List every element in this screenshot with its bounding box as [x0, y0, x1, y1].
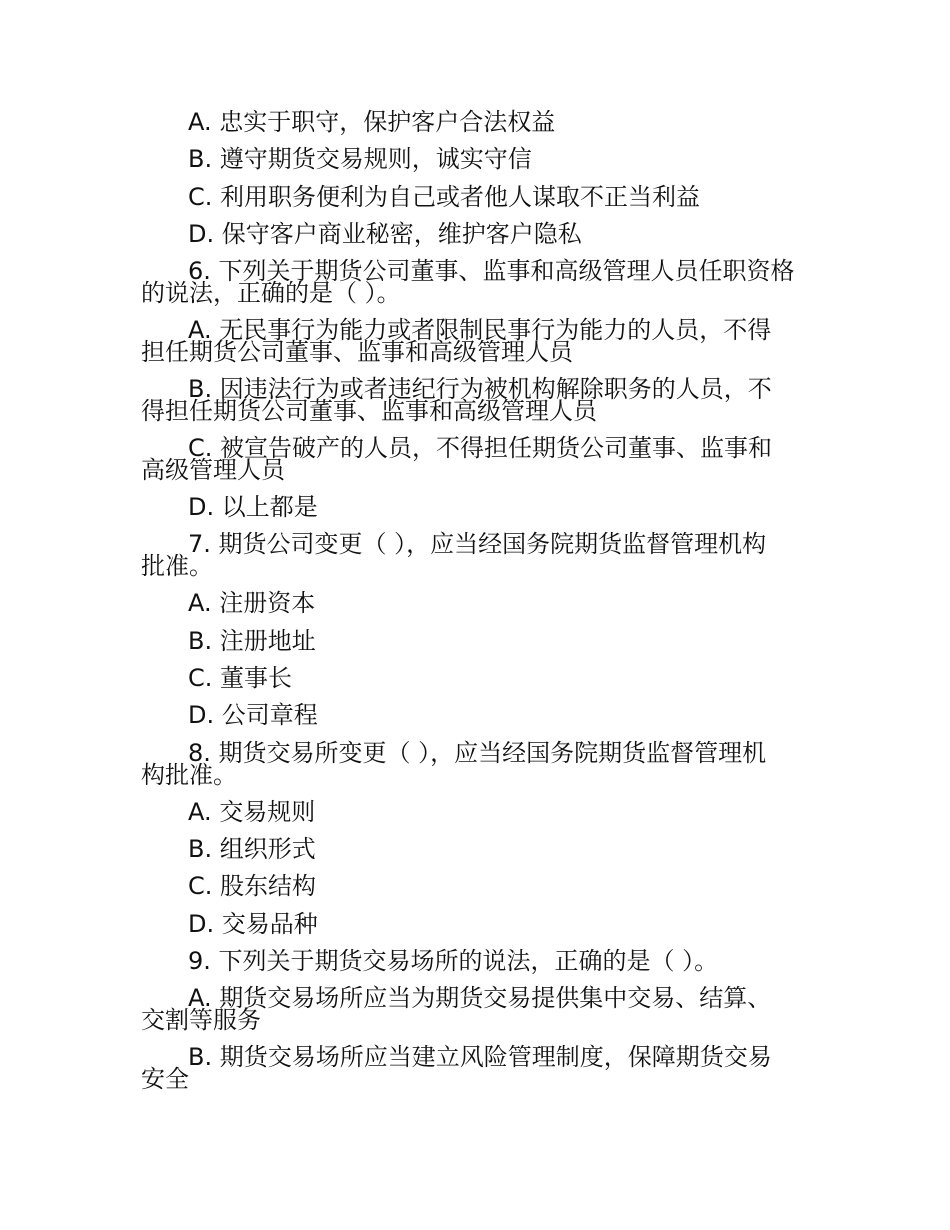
- paragraph-first-line: A. 无民事行为能力或者限制民事行为能力的人员，不得: [188, 316, 772, 345]
- text-line: C. 股东结构: [188, 872, 317, 901]
- text-paragraph: [141, 980, 811, 1039]
- text-paragraph: [141, 735, 811, 794]
- text-paragraph: [141, 526, 811, 585]
- text-line: 9. 下列关于期货交易场所的说法，正确的是（ ）。: [188, 946, 719, 975]
- paragraph-continuation-line: 安全: [141, 1065, 189, 1094]
- text-line: A. 忠实于职守，保护客户合法权益: [188, 108, 556, 136]
- text-line: C. 董事长: [188, 664, 293, 693]
- text-line: B. 遵守期货交易规则，诚实守信: [188, 145, 532, 174]
- document-body: [141, 104, 811, 1098]
- text-paragraph: [141, 1039, 811, 1098]
- paragraph-continuation-line: 交割等服务: [141, 1006, 261, 1035]
- paragraph-continuation-line: 担任期货公司董事、监事和高级管理人员: [141, 338, 573, 367]
- paragraph-first-line: C. 被宣告破产的人员，不得担任期货公司董事、监事和: [188, 434, 773, 463]
- text-line: A. 注册资本: [188, 589, 316, 618]
- paragraph-continuation-line: 高级管理人员: [141, 456, 285, 485]
- text-line: B. 组织形式: [188, 834, 316, 863]
- text-paragraph: [141, 371, 811, 430]
- text-line: A. 交易规则: [188, 797, 316, 826]
- text-paragraph: [141, 430, 811, 489]
- text-line: C. 利用职务便利为自己或者他人谋取不正当利益: [188, 182, 701, 211]
- paragraph-continuation-line: 构批准。: [141, 760, 237, 789]
- text-paragraph: [141, 253, 811, 312]
- paragraph-continuation-line: 得担任期货公司董事、监事和高级管理人员: [141, 397, 597, 426]
- paragraph-first-line: 7. 期货公司变更（ ），应当经国务院期货监督管理机构: [188, 530, 767, 559]
- text-line: D. 交易品种: [188, 909, 318, 938]
- paragraph-continuation-line: 的说法，正确的是（ ）。: [141, 279, 401, 308]
- text-line: B. 注册地址: [188, 626, 316, 655]
- text-line: D. 保守客户商业秘密，维护客户隐私: [188, 219, 582, 248]
- paragraph-continuation-line: 批准。: [141, 552, 213, 581]
- text-line: D. 以上都是: [188, 493, 318, 522]
- text-line: D. 公司章程: [188, 701, 318, 730]
- paragraph-first-line: 8. 期货交易所变更（ ），应当经国务院期货监督管理机: [188, 738, 767, 767]
- paragraph-first-line: 6. 下列关于期货公司董事、监事和高级管理人员任职资格: [188, 257, 795, 286]
- text-paragraph: [141, 312, 811, 371]
- paragraph-first-line: B. 因违法行为或者违纪行为被机构解除职务的人员，不: [188, 375, 772, 404]
- paragraph-first-line: B. 期货交易场所应当建立风险管理制度，保障期货交易: [188, 1043, 772, 1072]
- paragraph-first-line: A. 期货交易场所应当为期货交易提供集中交易、结算、: [188, 984, 772, 1013]
